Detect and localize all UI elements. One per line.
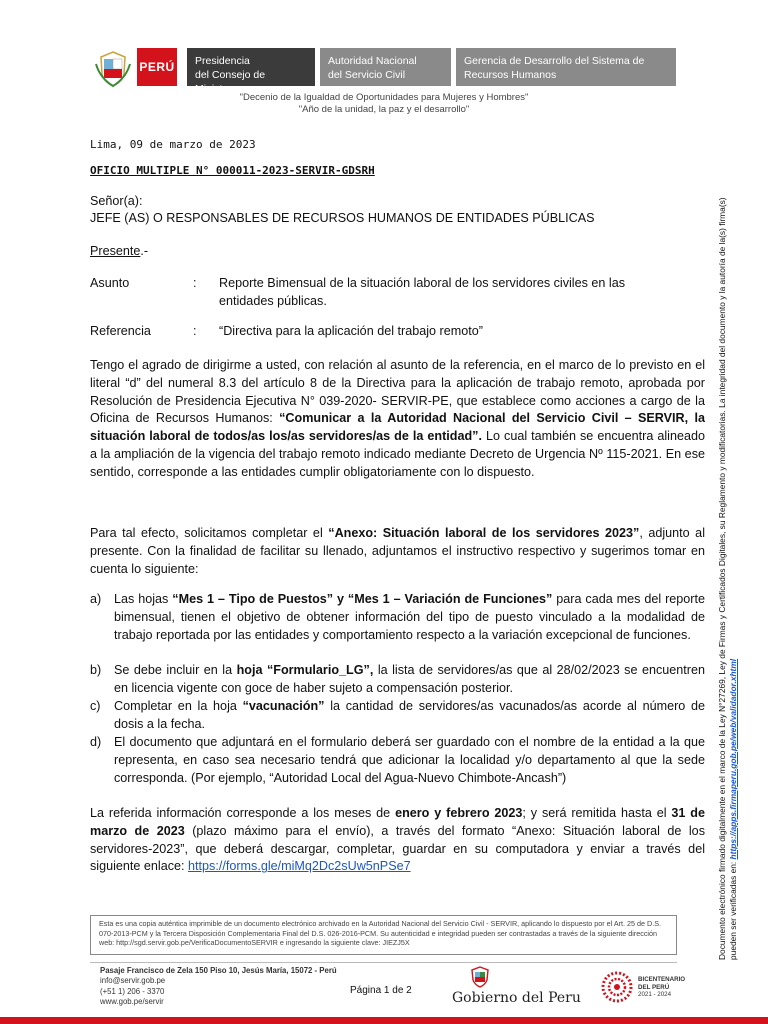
recipient: JEFE (AS) O RESPONSABLES DE RECURSOS HUMANOS DE ENTIDADES PÚBLICAS <box>90 211 595 225</box>
p1-text-a: Tengo el agrado de dirigirme a usted, con relación al asunto de la referencia, en el marco de lo previsto en el literal “d” del numeral 8.3 del artículo 8 de la Directiva para la aplicación de trabajo remoto, aprobada por Resolución de Presidencia Ejecutiva N° 039-2020- SERVIR-PE, que establece como acciones a cargo de la Oficina de Recursos Humanos: <box>90 358 705 426</box>
side-line2 <box>728 100 739 960</box>
bic-line2: DEL PERÚ <box>638 983 670 991</box>
header-gdsrh-line1: Gerencia de Desarrollo del Sistema de <box>464 55 645 67</box>
header-gdsrh-line2: Recursos Humanos <box>464 69 557 81</box>
bic-line3: 2021 - 2024 <box>638 991 672 999</box>
c-text-3: la cantidad de servidores/as vacunados/as acorde al número de dosis a la fecha. <box>114 699 705 731</box>
verification-notice: Esta es una copia auténtica imprimible de un documento electrónico archivado en la Autoridad Nacional del Servicio Civil - SERVIR, aplicando lo dispuesto por el Art. 25 de D.S. 070-2013-PCM y la Tercera Disposición Complementaria Final del D.S. 026-2016-PCM. Su autenticidad e integridad pueden ser contrastadas a través de la siguiente dirección web: http://sgd.servir.gob.pe/VerificaDocumentoSERVIR e ingresando la siguiente clave: JIEZJ5X <box>90 915 677 955</box>
p2-text-a: Para tal efecto, solicitamos completar el <box>90 526 329 540</box>
referencia-value: “Directiva para la aplicación del trabajo remoto” <box>219 324 483 338</box>
p3-text-d: 31 de marzo de 2023 <box>90 806 705 838</box>
asunto-line1: Reporte Bimensual de la situación laboral de los servidores civiles en las <box>219 276 626 290</box>
header-servir-line1: Autoridad Nacional <box>328 55 417 67</box>
referencia-label: Referencia <box>90 324 151 338</box>
p2-text-c: , adjunto al presente. Con la finalidad de facilitar su llenado, adjuntamos el instructivo respectivo y sugerimos tomar en cuenta lo siguiente: <box>90 526 705 576</box>
email-line: info@servir.gob.pe <box>100 976 166 986</box>
side-line2-text: pueden ser verificadas en: <box>728 859 738 960</box>
paragraph-2 <box>90 525 705 578</box>
p3-text-b: enero y febrero 2023 <box>395 806 523 820</box>
phone-line: (+51 1) 206 - 3370 <box>100 986 165 996</box>
gobierno-shield-icon <box>469 966 491 988</box>
list-marker-a: a) <box>90 592 102 606</box>
a-text-3: para cada mes del reporte bimensual, tienen el objetivo de obtener información del tipo de puesto vinculado a la modalidad de trabajo reportada por las entidades y comportamiento respecto a la variación excepcional de funciones. <box>114 592 706 642</box>
forms-link[interactable]: https://forms.gle/miMq2Dc2sUw5nPSe7 <box>188 859 411 874</box>
decenio-line2: "Año de la unidad, la paz y el desarrollo" <box>298 104 470 115</box>
validador-link[interactable]: https://apps.firmaperu.gob.pe/web/validador.xhtml <box>728 658 738 860</box>
page-number: Página 1 de 2 <box>350 985 412 996</box>
b-text-2: hoja “Formulario_LG”, <box>236 663 374 677</box>
paragraph-1 <box>90 357 705 482</box>
header-servir <box>320 48 451 86</box>
c-text-1: Completar en la hoja <box>114 699 243 713</box>
list-body-a <box>114 591 705 644</box>
asunto-line2: entidades públicas. <box>219 293 327 308</box>
list-body-b <box>114 662 705 698</box>
salutation: Señor(a): <box>90 194 143 208</box>
paragraph-3 <box>90 805 705 876</box>
side-line1: Documento electrónico firmado digitalmente en el marco de la Ley N°27269, Ley de Firmas y Certificados Digitales, su Reglamento y modificatorias. La integridad del documento y la autoría de la(s) firma(s) <box>717 197 727 960</box>
decenio-text <box>0 92 768 116</box>
address-line: Pasaje Francisco de Zela 150 Piso 10, Jesús María, 15072 - Perú <box>100 966 337 975</box>
c-text-2: “vacunación” <box>242 699 325 713</box>
list-marker-b: b) <box>90 663 102 677</box>
footer-divider <box>90 962 677 963</box>
gobierno-del-peru: Gobierno del Peru <box>452 990 581 1006</box>
p1-text-b: “Comunicar a la Autoridad Nacional del Servicio Civil – SERVIR, la situación laboral de todos/as los/as servidores/as de la entidad”. <box>90 411 705 444</box>
list-marker-c: c) <box>90 699 101 713</box>
presente-suffix: .- <box>140 244 149 258</box>
p3-text-a: La referida información corresponde a los meses de <box>90 806 396 820</box>
a-text-1: Las hojas <box>114 592 173 606</box>
bicentenario-logo-icon <box>600 970 634 1004</box>
presente <box>90 243 148 261</box>
asunto-colon: : <box>193 276 197 290</box>
header-pcm <box>187 48 315 95</box>
list-marker-d: d) <box>90 735 102 749</box>
decenio-line1: "Decenio de la Igualdad de Oportunidades para Mujeres y Hombres" <box>239 92 529 103</box>
asunto-value <box>219 275 659 311</box>
asunto-label: Asunto <box>90 276 130 290</box>
referencia-colon: : <box>193 324 197 338</box>
letter-date: Lima, 09 de marzo de 2023 <box>90 138 256 151</box>
p3-text-c: ; y será remitida hasta el <box>522 806 672 820</box>
list-body-d: El documento que adjuntará en el formulario deberá ser guardado con el nombre de la entidad a la que representa, en caso sea necesario tendrá que adicionar la localidad y/o departamento al que la sede corresponda. (Por ejemplo, “Autoridad Local del Agua-Nuevo Chimbote-Ancash”) <box>114 735 705 785</box>
list-body-c <box>114 698 705 734</box>
p3-text-e: (plazo máximo para el envío), a través del formato “Anexo: Situación laboral de los servidores-2023”, que deberá descargar, completar, guardar en su computadora y enviar a través del siguiente enlace: <box>90 823 705 874</box>
peru-coat-of-arms-icon <box>92 48 134 90</box>
header-gdsrh <box>456 48 676 86</box>
p2-text-b: “Anexo: Situación laboral de los servidores 2023” <box>328 526 640 540</box>
bicentenario-text <box>638 976 685 999</box>
website-line: www.gob.pe/servir <box>100 996 164 1006</box>
bottom-red-bar <box>0 1017 768 1024</box>
p1-text-c: Lo cual también se encuentra alineado a la ampliación de la vigencia del trabajo remoto indicado mediante Decreto de Urgencia Nº 115-2021. En ese sentido, corresponde a las entidades cumplir obligatoriamente con lo dispuesto. <box>90 429 706 479</box>
peru-brand: PERÚ <box>137 48 177 86</box>
b-text-3: la lista de servidores/as que al 28/02/2023 se encuentren en licencia vigente con goce de haber sujeto a compensación posterior. <box>114 663 705 695</box>
oficio-number: OFICIO MULTIPLE N° 000011-2023-SERVIR-GDSRH <box>90 164 375 177</box>
header-pcm-line2: del Consejo de Ministros <box>195 69 266 95</box>
b-text-1: Se debe incluir en la <box>114 663 237 677</box>
digital-signature-notice <box>717 100 739 960</box>
header-pcm-line1: Presidencia <box>195 55 250 67</box>
presente-word: Presente <box>90 244 141 258</box>
footer-address <box>100 966 337 1007</box>
a-text-2: “Mes 1 – Tipo de Puestos” y “Mes 1 – Variación de Funciones” <box>172 592 553 606</box>
bic-line1: BICENTENARIO <box>638 976 686 983</box>
header-servir-line2: del Servicio Civil <box>328 69 406 81</box>
